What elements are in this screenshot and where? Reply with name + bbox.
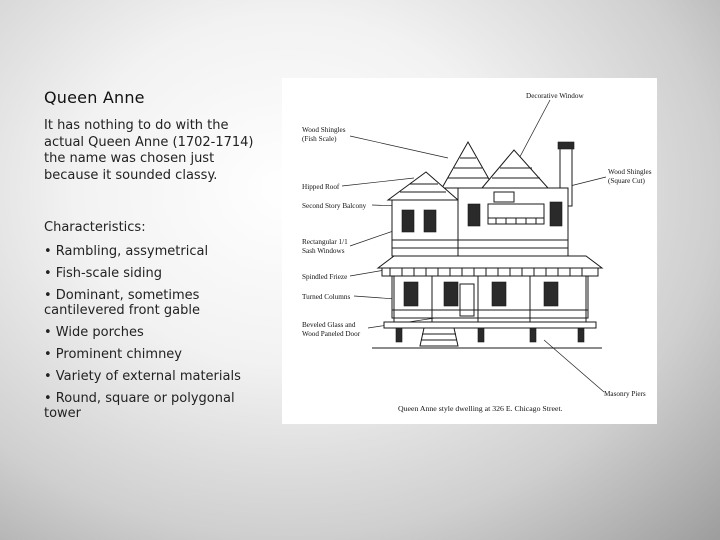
label-decorative-window: Decorative Window [526, 92, 584, 100]
label-rectangular-windows: Rectangular 1/1 [302, 238, 348, 246]
house-drawing [282, 78, 657, 424]
intro-paragraph: It has nothing to do with the actual Queen Anne (1702-1714) the name was chosen just because it sounded classy. [44, 118, 254, 183]
list-item: • Round, square or polygonal tower [44, 391, 235, 421]
house-structure [372, 142, 602, 348]
list-item: • Prominent chimney [44, 347, 182, 362]
list-item: • Wide porches [44, 325, 144, 340]
label-turned-columns: Turned Columns [302, 293, 351, 301]
figure-caption: Queen Anne style dwelling at 326 E. Chicago Street. [398, 404, 563, 413]
label-wood-shingles-fish: Wood Shingles [302, 126, 346, 134]
label-masonry-piers: Masonry Piers [604, 390, 646, 398]
label-wood-shingles-square: Wood Shingles [608, 168, 652, 176]
list-item: • Dominant, sometimes cantilevered front gable [44, 288, 200, 318]
house-illustration [282, 78, 657, 424]
label-beveled-glass: Beveled Glass and [302, 321, 356, 329]
slide-title: Queen Anne [44, 88, 145, 107]
label-hipped-roof: Hipped Roof [302, 183, 340, 191]
label-wood-shingles-square-sub: (Square Cut) [608, 177, 645, 185]
characteristics-list [44, 244, 254, 428]
characteristics-heading: Characteristics: [44, 220, 146, 235]
label-beveled-glass-sub: Wood Paneled Door [302, 330, 361, 338]
list-item: • Fish-scale siding [44, 266, 163, 281]
label-spindled-frieze: Spindled Frieze [302, 273, 348, 281]
label-wood-shingles-fish-sub: (Fish Scale) [302, 135, 337, 143]
label-rectangular-windows-sub: Sash Windows [302, 247, 345, 255]
label-second-story-balcony: Second Story Balcony [302, 202, 367, 210]
list-item: • Rambling, assymetrical [44, 244, 209, 259]
list-item: • Variety of external materials [44, 369, 241, 384]
